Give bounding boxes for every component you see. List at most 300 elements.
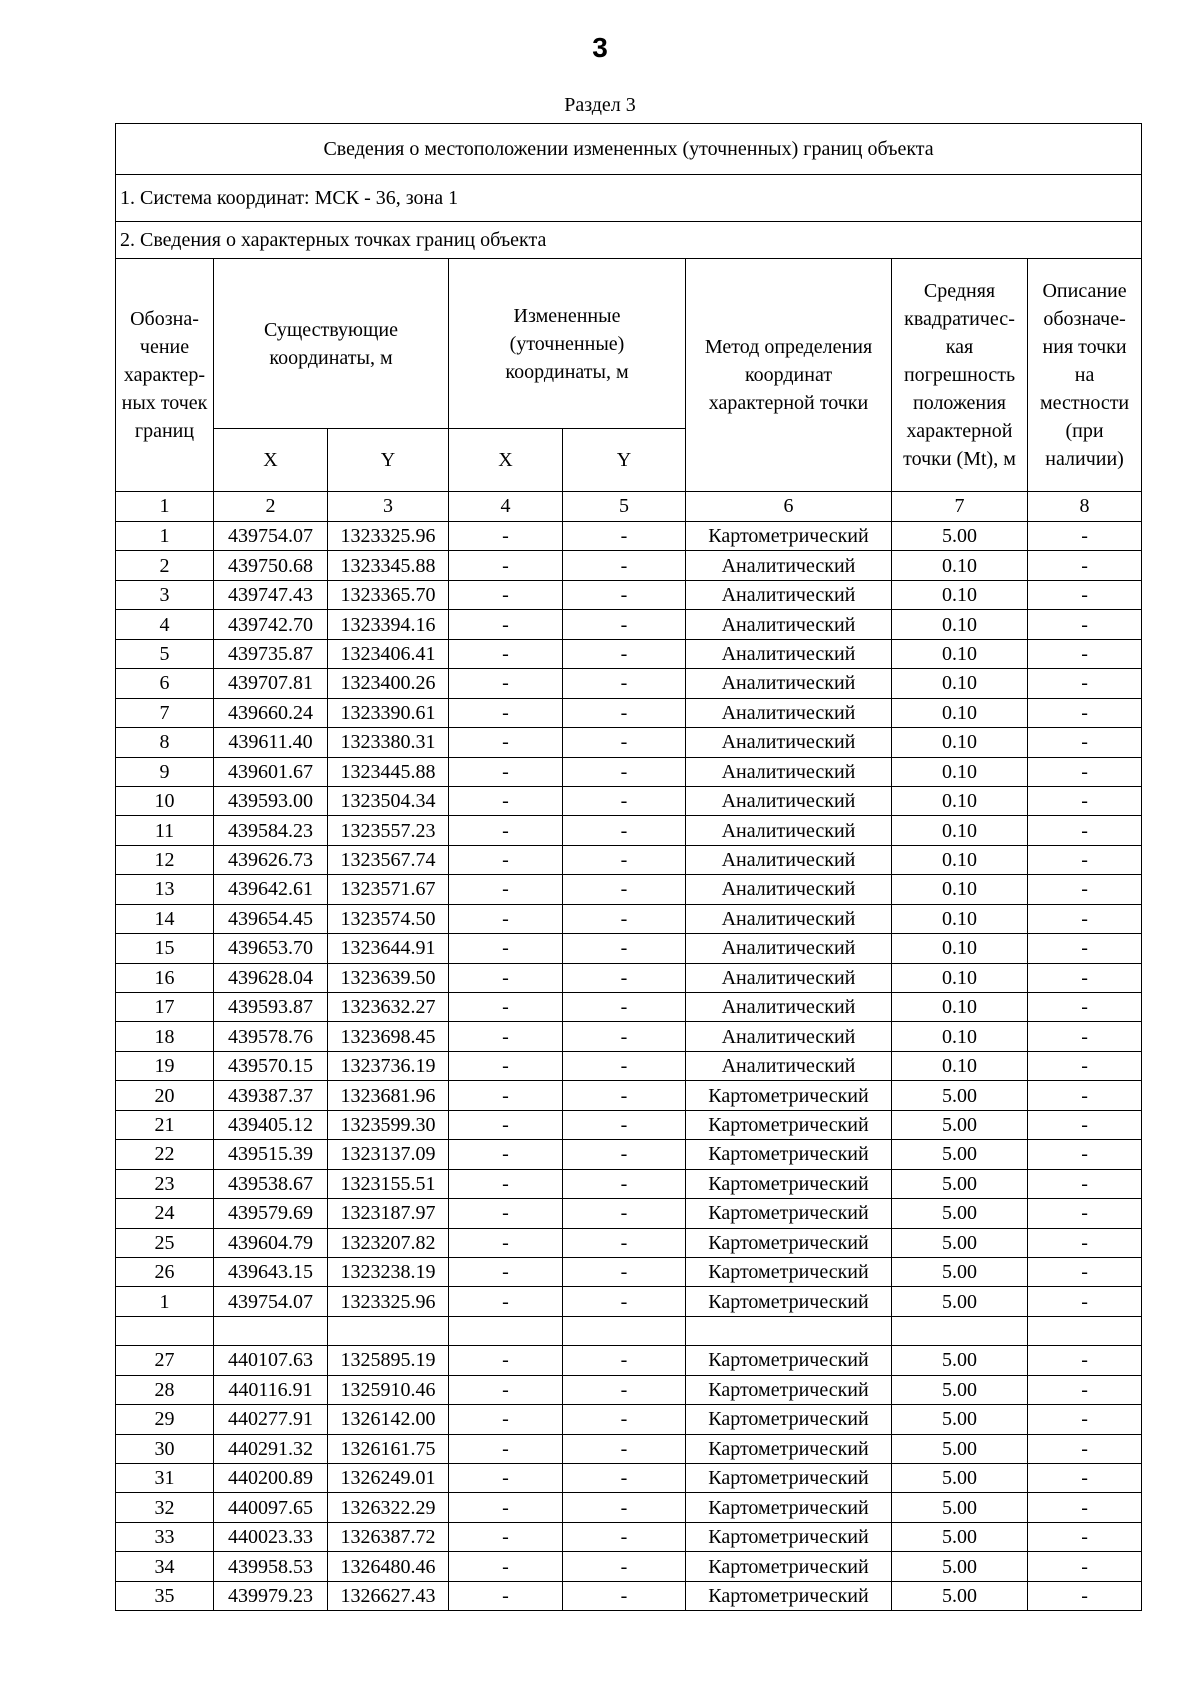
table-row [116, 963, 1142, 992]
cell-existing-x: 440107.63 [214, 1346, 328, 1375]
cell-changed-y: - [563, 1346, 686, 1375]
table-row [116, 1287, 1142, 1316]
cell-method: Аналитический [686, 551, 892, 580]
cell-description: - [1028, 551, 1142, 580]
cell-changed-x: - [449, 786, 563, 815]
cell-changed-x: - [449, 580, 563, 609]
table-row [116, 1257, 1142, 1286]
cell-point-number: 13 [116, 875, 214, 904]
cell-existing-y: 1323445.88 [328, 757, 449, 786]
cell-changed-x: - [449, 1081, 563, 1110]
table-row [116, 1493, 1142, 1522]
cell-changed-y: - [563, 639, 686, 668]
cell-existing-x: 439601.67 [214, 757, 328, 786]
cell-changed-x: - [449, 1110, 563, 1139]
cell-changed-y: - [563, 1493, 686, 1522]
cell-changed-y: - [563, 1169, 686, 1198]
table-row [116, 1140, 1142, 1169]
cell-changed-x: - [449, 904, 563, 933]
table-row [116, 904, 1142, 933]
cell-changed-y: - [563, 1552, 686, 1581]
column-number: 2 [214, 492, 328, 522]
table-row [116, 1169, 1142, 1198]
cell-method: Картометрический [686, 1140, 892, 1169]
cell-description: - [1028, 669, 1142, 698]
cell-existing-y: 1323639.50 [328, 963, 449, 992]
cell-description: - [1028, 1228, 1142, 1257]
cell-description: - [1028, 786, 1142, 815]
cell-mean-error: 0.10 [892, 963, 1028, 992]
cell-description: - [1028, 728, 1142, 757]
table-row [116, 1228, 1142, 1257]
cell-existing-x: 439604.79 [214, 1228, 328, 1257]
cell-description: - [1028, 1199, 1142, 1228]
cell-description: - [1028, 580, 1142, 609]
cell-mean-error: 5.00 [892, 1110, 1028, 1139]
cell-existing-y: 1323187.97 [328, 1199, 449, 1228]
table-row [116, 786, 1142, 815]
cell-changed-x: - [449, 1552, 563, 1581]
table-row [116, 1581, 1142, 1610]
points-section-title: 2. Сведения о характерных точках границ объекта [116, 222, 1142, 259]
table-row [116, 845, 1142, 874]
cell-mean-error: 0.10 [892, 698, 1028, 727]
cell-description: - [1028, 1493, 1142, 1522]
cell-method: Аналитический [686, 845, 892, 874]
cell-point-number: 27 [116, 1346, 214, 1375]
cell-changed-y: - [563, 1051, 686, 1080]
cell-mean-error: 5.00 [892, 1228, 1028, 1257]
cell-changed-y: - [563, 1257, 686, 1286]
cell-existing-x: 439593.87 [214, 993, 328, 1022]
cell-description: - [1028, 639, 1142, 668]
cell-changed-x: - [449, 639, 563, 668]
cell-description: - [1028, 1434, 1142, 1463]
cell-point-number: 34 [116, 1552, 214, 1581]
cell-method: Аналитический [686, 816, 892, 845]
table-row [116, 728, 1142, 757]
cell-point-number [116, 1316, 214, 1345]
cell-point-number: 14 [116, 904, 214, 933]
cell-point-number: 7 [116, 698, 214, 727]
cell-mean-error: 5.00 [892, 1405, 1028, 1434]
cell-point-number: 18 [116, 1022, 214, 1051]
cell-point-number: 21 [116, 1110, 214, 1139]
cell-point-number: 16 [116, 963, 214, 992]
cell-changed-y: - [563, 963, 686, 992]
cell-method: Аналитический [686, 698, 892, 727]
cell-description: - [1028, 1287, 1142, 1316]
cell-description: - [1028, 1169, 1142, 1198]
cell-point-number: 23 [116, 1169, 214, 1198]
cell-point-number: 35 [116, 1581, 214, 1610]
cell-changed-y: - [563, 875, 686, 904]
cell-existing-x: 439958.53 [214, 1552, 328, 1581]
cell-mean-error: 5.00 [892, 1434, 1028, 1463]
cell-existing-x: 440116.91 [214, 1375, 328, 1404]
cell-existing-y: 1323325.96 [328, 522, 449, 551]
cell-existing-y: 1323599.30 [328, 1110, 449, 1139]
cell-method: Картометрический [686, 1257, 892, 1286]
cell-mean-error: 0.10 [892, 816, 1028, 845]
cell-method: Аналитический [686, 1022, 892, 1051]
cell-existing-x: 439579.69 [214, 1199, 328, 1228]
cell-changed-x: - [449, 1493, 563, 1522]
cell-mean-error: 0.10 [892, 669, 1028, 698]
cell-existing-x [214, 1316, 328, 1345]
cell-changed-y: - [563, 1110, 686, 1139]
cell-existing-x: 439750.68 [214, 551, 328, 580]
cell-existing-y: 1326480.46 [328, 1552, 449, 1581]
cell-changed-x: - [449, 1022, 563, 1051]
table-row [116, 816, 1142, 845]
cell-existing-x: 439584.23 [214, 816, 328, 845]
cell-changed-x: - [449, 1169, 563, 1198]
cell-mean-error: 0.10 [892, 610, 1028, 639]
cell-existing-x: 439626.73 [214, 845, 328, 874]
cell-method: Картометрический [686, 1434, 892, 1463]
table-caption: Сведения о местоположении измененных (уточненных) границ объекта [116, 124, 1142, 175]
cell-mean-error: 5.00 [892, 1199, 1028, 1228]
cell-existing-y: 1323390.61 [328, 698, 449, 727]
cell-method: Аналитический [686, 934, 892, 963]
cell-description: - [1028, 610, 1142, 639]
cell-description: - [1028, 845, 1142, 874]
cell-description: - [1028, 1081, 1142, 1110]
cell-changed-y: - [563, 1581, 686, 1610]
cell-mean-error: 0.10 [892, 551, 1028, 580]
cell-changed-y: - [563, 993, 686, 1022]
cell-method [686, 1316, 892, 1345]
cell-description: - [1028, 1346, 1142, 1375]
cell-point-number: 5 [116, 639, 214, 668]
cell-existing-y: 1326142.00 [328, 1405, 449, 1434]
cell-changed-y: - [563, 580, 686, 609]
cell-mean-error: 0.10 [892, 1022, 1028, 1051]
cell-existing-y: 1323681.96 [328, 1081, 449, 1110]
header-existing-coordinates: Существующие координаты, м [214, 259, 449, 429]
cell-existing-y: 1323365.70 [328, 580, 449, 609]
cell-changed-x: - [449, 698, 563, 727]
cell-mean-error: 0.10 [892, 934, 1028, 963]
cell-existing-x: 439707.81 [214, 669, 328, 698]
cell-method: Аналитический [686, 610, 892, 639]
header-description: Описание обозначе-ния точки на местности (при наличии) [1028, 259, 1142, 492]
cell-existing-y: 1323632.27 [328, 993, 449, 1022]
cell-changed-x: - [449, 1051, 563, 1080]
cell-mean-error: 5.00 [892, 1081, 1028, 1110]
cell-description: - [1028, 993, 1142, 1022]
cell-existing-y [328, 1316, 449, 1345]
cell-changed-y: - [563, 522, 686, 551]
cell-existing-y: 1323137.09 [328, 1140, 449, 1169]
cell-existing-x: 439611.40 [214, 728, 328, 757]
header-point-designation: Обозна-чение характер-ных точек границ [116, 259, 214, 492]
cell-mean-error: 0.10 [892, 993, 1028, 1022]
cell-method: Картометрический [686, 1228, 892, 1257]
cell-existing-y: 1323736.19 [328, 1051, 449, 1080]
cell-description: - [1028, 904, 1142, 933]
table-row [116, 698, 1142, 727]
cell-changed-x: - [449, 728, 563, 757]
cell-method: Аналитический [686, 875, 892, 904]
table-row [116, 1434, 1142, 1463]
column-number: 3 [328, 492, 449, 522]
cell-existing-x: 440200.89 [214, 1464, 328, 1493]
table-row [116, 1051, 1142, 1080]
cell-changed-y: - [563, 1022, 686, 1051]
cell-point-number: 24 [116, 1199, 214, 1228]
cell-point-number: 3 [116, 580, 214, 609]
cell-changed-y: - [563, 845, 686, 874]
cell-existing-y: 1323400.26 [328, 669, 449, 698]
cell-changed-y: - [563, 1140, 686, 1169]
cell-changed-x: - [449, 845, 563, 874]
cell-method: Аналитический [686, 993, 892, 1022]
cell-mean-error: 5.00 [892, 1140, 1028, 1169]
cell-existing-x: 439747.43 [214, 580, 328, 609]
cell-mean-error: 5.00 [892, 1346, 1028, 1375]
cell-existing-y: 1325895.19 [328, 1346, 449, 1375]
cell-existing-y: 1323557.23 [328, 816, 449, 845]
cell-changed-y [563, 1316, 686, 1345]
cell-changed-y: - [563, 669, 686, 698]
cell-changed-x: - [449, 1287, 563, 1316]
cell-changed-x: - [449, 934, 563, 963]
cell-description: - [1028, 522, 1142, 551]
table-row [116, 1081, 1142, 1110]
table-row [116, 669, 1142, 698]
cell-point-number: 32 [116, 1493, 214, 1522]
cell-changed-y: - [563, 698, 686, 727]
cell-existing-y: 1323380.31 [328, 728, 449, 757]
cell-existing-x: 439742.70 [214, 610, 328, 639]
cell-changed-y: - [563, 934, 686, 963]
cell-existing-y: 1323406.41 [328, 639, 449, 668]
cell-existing-x: 439387.37 [214, 1081, 328, 1110]
cell-mean-error: 0.10 [892, 904, 1028, 933]
cell-existing-y: 1323155.51 [328, 1169, 449, 1198]
cell-changed-y: - [563, 610, 686, 639]
table-row [116, 551, 1142, 580]
column-number: 4 [449, 492, 563, 522]
cell-point-number: 20 [116, 1081, 214, 1110]
cell-existing-x: 439515.39 [214, 1140, 328, 1169]
cell-method: Картометрический [686, 1522, 892, 1551]
cell-point-number: 1 [116, 1287, 214, 1316]
cell-changed-x: - [449, 669, 563, 698]
cell-method: Аналитический [686, 786, 892, 815]
cell-existing-x: 439628.04 [214, 963, 328, 992]
cell-existing-x: 440291.32 [214, 1434, 328, 1463]
cell-changed-x: - [449, 1375, 563, 1404]
cell-description: - [1028, 1375, 1142, 1404]
cell-changed-x: - [449, 1140, 563, 1169]
cell-method: Аналитический [686, 963, 892, 992]
section-title: Раздел 3 [564, 94, 636, 116]
cell-point-number: 26 [116, 1257, 214, 1286]
cell-existing-x: 439754.07 [214, 522, 328, 551]
cell-method: Аналитический [686, 728, 892, 757]
cell-description: - [1028, 1405, 1142, 1434]
cell-method: Картометрический [686, 1581, 892, 1610]
cell-existing-y: 1326627.43 [328, 1581, 449, 1610]
table-row [116, 1375, 1142, 1404]
table-row [116, 1522, 1142, 1551]
cell-method: Картометрический [686, 1110, 892, 1139]
table-row [116, 875, 1142, 904]
cell-changed-x: - [449, 1434, 563, 1463]
cell-point-number: 11 [116, 816, 214, 845]
cell-point-number: 6 [116, 669, 214, 698]
cell-method: Картометрический [686, 1493, 892, 1522]
page-number: 3 [592, 32, 608, 63]
cell-changed-x: - [449, 1464, 563, 1493]
cell-point-number: 19 [116, 1051, 214, 1080]
cell-changed-x: - [449, 610, 563, 639]
cell-point-number: 25 [116, 1228, 214, 1257]
cell-existing-x: 439578.76 [214, 1022, 328, 1051]
cell-changed-x: - [449, 1199, 563, 1228]
cell-changed-y: - [563, 1228, 686, 1257]
column-number: 5 [563, 492, 686, 522]
cell-changed-y: - [563, 1375, 686, 1404]
cell-changed-x: - [449, 1257, 563, 1286]
cell-mean-error: 5.00 [892, 1464, 1028, 1493]
cell-changed-y: - [563, 551, 686, 580]
cell-changed-x: - [449, 1581, 563, 1610]
cell-existing-x: 439643.15 [214, 1257, 328, 1286]
cell-method: Картометрический [686, 1199, 892, 1228]
cell-existing-y: 1323571.67 [328, 875, 449, 904]
cell-description: - [1028, 1552, 1142, 1581]
cell-changed-x: - [449, 1228, 563, 1257]
cell-existing-y: 1323574.50 [328, 904, 449, 933]
cell-mean-error: 0.10 [892, 580, 1028, 609]
cell-existing-y: 1323567.74 [328, 845, 449, 874]
cell-existing-x: 439405.12 [214, 1110, 328, 1139]
cell-description: - [1028, 757, 1142, 786]
cell-existing-x: 439538.67 [214, 1169, 328, 1198]
cell-mean-error: 5.00 [892, 1257, 1028, 1286]
cell-point-number: 8 [116, 728, 214, 757]
cell-description: - [1028, 1140, 1142, 1169]
cell-method: Аналитический [686, 757, 892, 786]
cell-changed-y: - [563, 1199, 686, 1228]
cell-changed-y: - [563, 1081, 686, 1110]
cell-mean-error: 5.00 [892, 1375, 1028, 1404]
cell-existing-x: 439570.15 [214, 1051, 328, 1080]
cell-existing-x: 439654.45 [214, 904, 328, 933]
cell-point-number: 2 [116, 551, 214, 580]
cell-point-number: 17 [116, 993, 214, 1022]
table-row [116, 934, 1142, 963]
header-existing-y: Y [328, 429, 449, 492]
cell-existing-y: 1325910.46 [328, 1375, 449, 1404]
cell-method: Картометрический [686, 1375, 892, 1404]
cell-description: - [1028, 875, 1142, 904]
cell-method: Аналитический [686, 639, 892, 668]
cell-changed-x: - [449, 993, 563, 1022]
cell-method: Аналитический [686, 669, 892, 698]
cell-existing-x: 439735.87 [214, 639, 328, 668]
cell-point-number: 12 [116, 845, 214, 874]
cell-point-number: 29 [116, 1405, 214, 1434]
cell-existing-y: 1326387.72 [328, 1522, 449, 1551]
cell-existing-y: 1323345.88 [328, 551, 449, 580]
header-changed-x: X [449, 429, 563, 492]
cell-description: - [1028, 1110, 1142, 1139]
cell-method: Картометрический [686, 1081, 892, 1110]
cell-mean-error: 0.10 [892, 728, 1028, 757]
cell-existing-y: 1323644.91 [328, 934, 449, 963]
cell-changed-y: - [563, 816, 686, 845]
cell-changed-x: - [449, 963, 563, 992]
cell-description: - [1028, 1257, 1142, 1286]
cell-point-number: 10 [116, 786, 214, 815]
cell-existing-y: 1323207.82 [328, 1228, 449, 1257]
cell-method: Картометрический [686, 1287, 892, 1316]
cell-method: Картометрический [686, 522, 892, 551]
column-number: 6 [686, 492, 892, 522]
cell-method: Картометрический [686, 1169, 892, 1198]
cell-mean-error: 5.00 [892, 1493, 1028, 1522]
cell-mean-error: 5.00 [892, 1581, 1028, 1610]
table-row [116, 1405, 1142, 1434]
table-row [116, 757, 1142, 786]
table-row [116, 522, 1142, 551]
table-row [116, 610, 1142, 639]
cell-changed-x [449, 1316, 563, 1345]
cell-method: Картометрический [686, 1464, 892, 1493]
cell-existing-y: 1323504.34 [328, 786, 449, 815]
cell-changed-x: - [449, 1405, 563, 1434]
header-existing-x: X [214, 429, 328, 492]
cell-changed-x: - [449, 1346, 563, 1375]
cell-method: Аналитический [686, 580, 892, 609]
table-row [116, 1022, 1142, 1051]
column-number: 8 [1028, 492, 1142, 522]
cell-mean-error: 5.00 [892, 1552, 1028, 1581]
cell-existing-x: 440277.91 [214, 1405, 328, 1434]
cell-mean-error: 0.10 [892, 875, 1028, 904]
cell-changed-x: - [449, 551, 563, 580]
table-row [116, 1199, 1142, 1228]
cell-point-number: 30 [116, 1434, 214, 1463]
coordinate-system: 1. Система координат: МСК - 36, зона 1 [116, 175, 1142, 222]
cell-method: Аналитический [686, 904, 892, 933]
cell-changed-y: - [563, 1287, 686, 1316]
cell-description: - [1028, 1051, 1142, 1080]
cell-mean-error: 5.00 [892, 1287, 1028, 1316]
cell-description: - [1028, 934, 1142, 963]
cell-description: - [1028, 698, 1142, 727]
table-row [116, 1316, 1142, 1345]
cell-existing-y: 1323238.19 [328, 1257, 449, 1286]
cell-point-number: 9 [116, 757, 214, 786]
cell-existing-x: 440023.33 [214, 1522, 328, 1551]
cell-existing-y: 1323325.96 [328, 1287, 449, 1316]
cell-existing-x: 439642.61 [214, 875, 328, 904]
cell-changed-y: - [563, 904, 686, 933]
cell-description: - [1028, 1522, 1142, 1551]
cell-point-number: 15 [116, 934, 214, 963]
boundary-points-table [115, 123, 1142, 1611]
cell-point-number: 28 [116, 1375, 214, 1404]
cell-changed-x: - [449, 875, 563, 904]
cell-mean-error: 5.00 [892, 1169, 1028, 1198]
cell-changed-x: - [449, 816, 563, 845]
